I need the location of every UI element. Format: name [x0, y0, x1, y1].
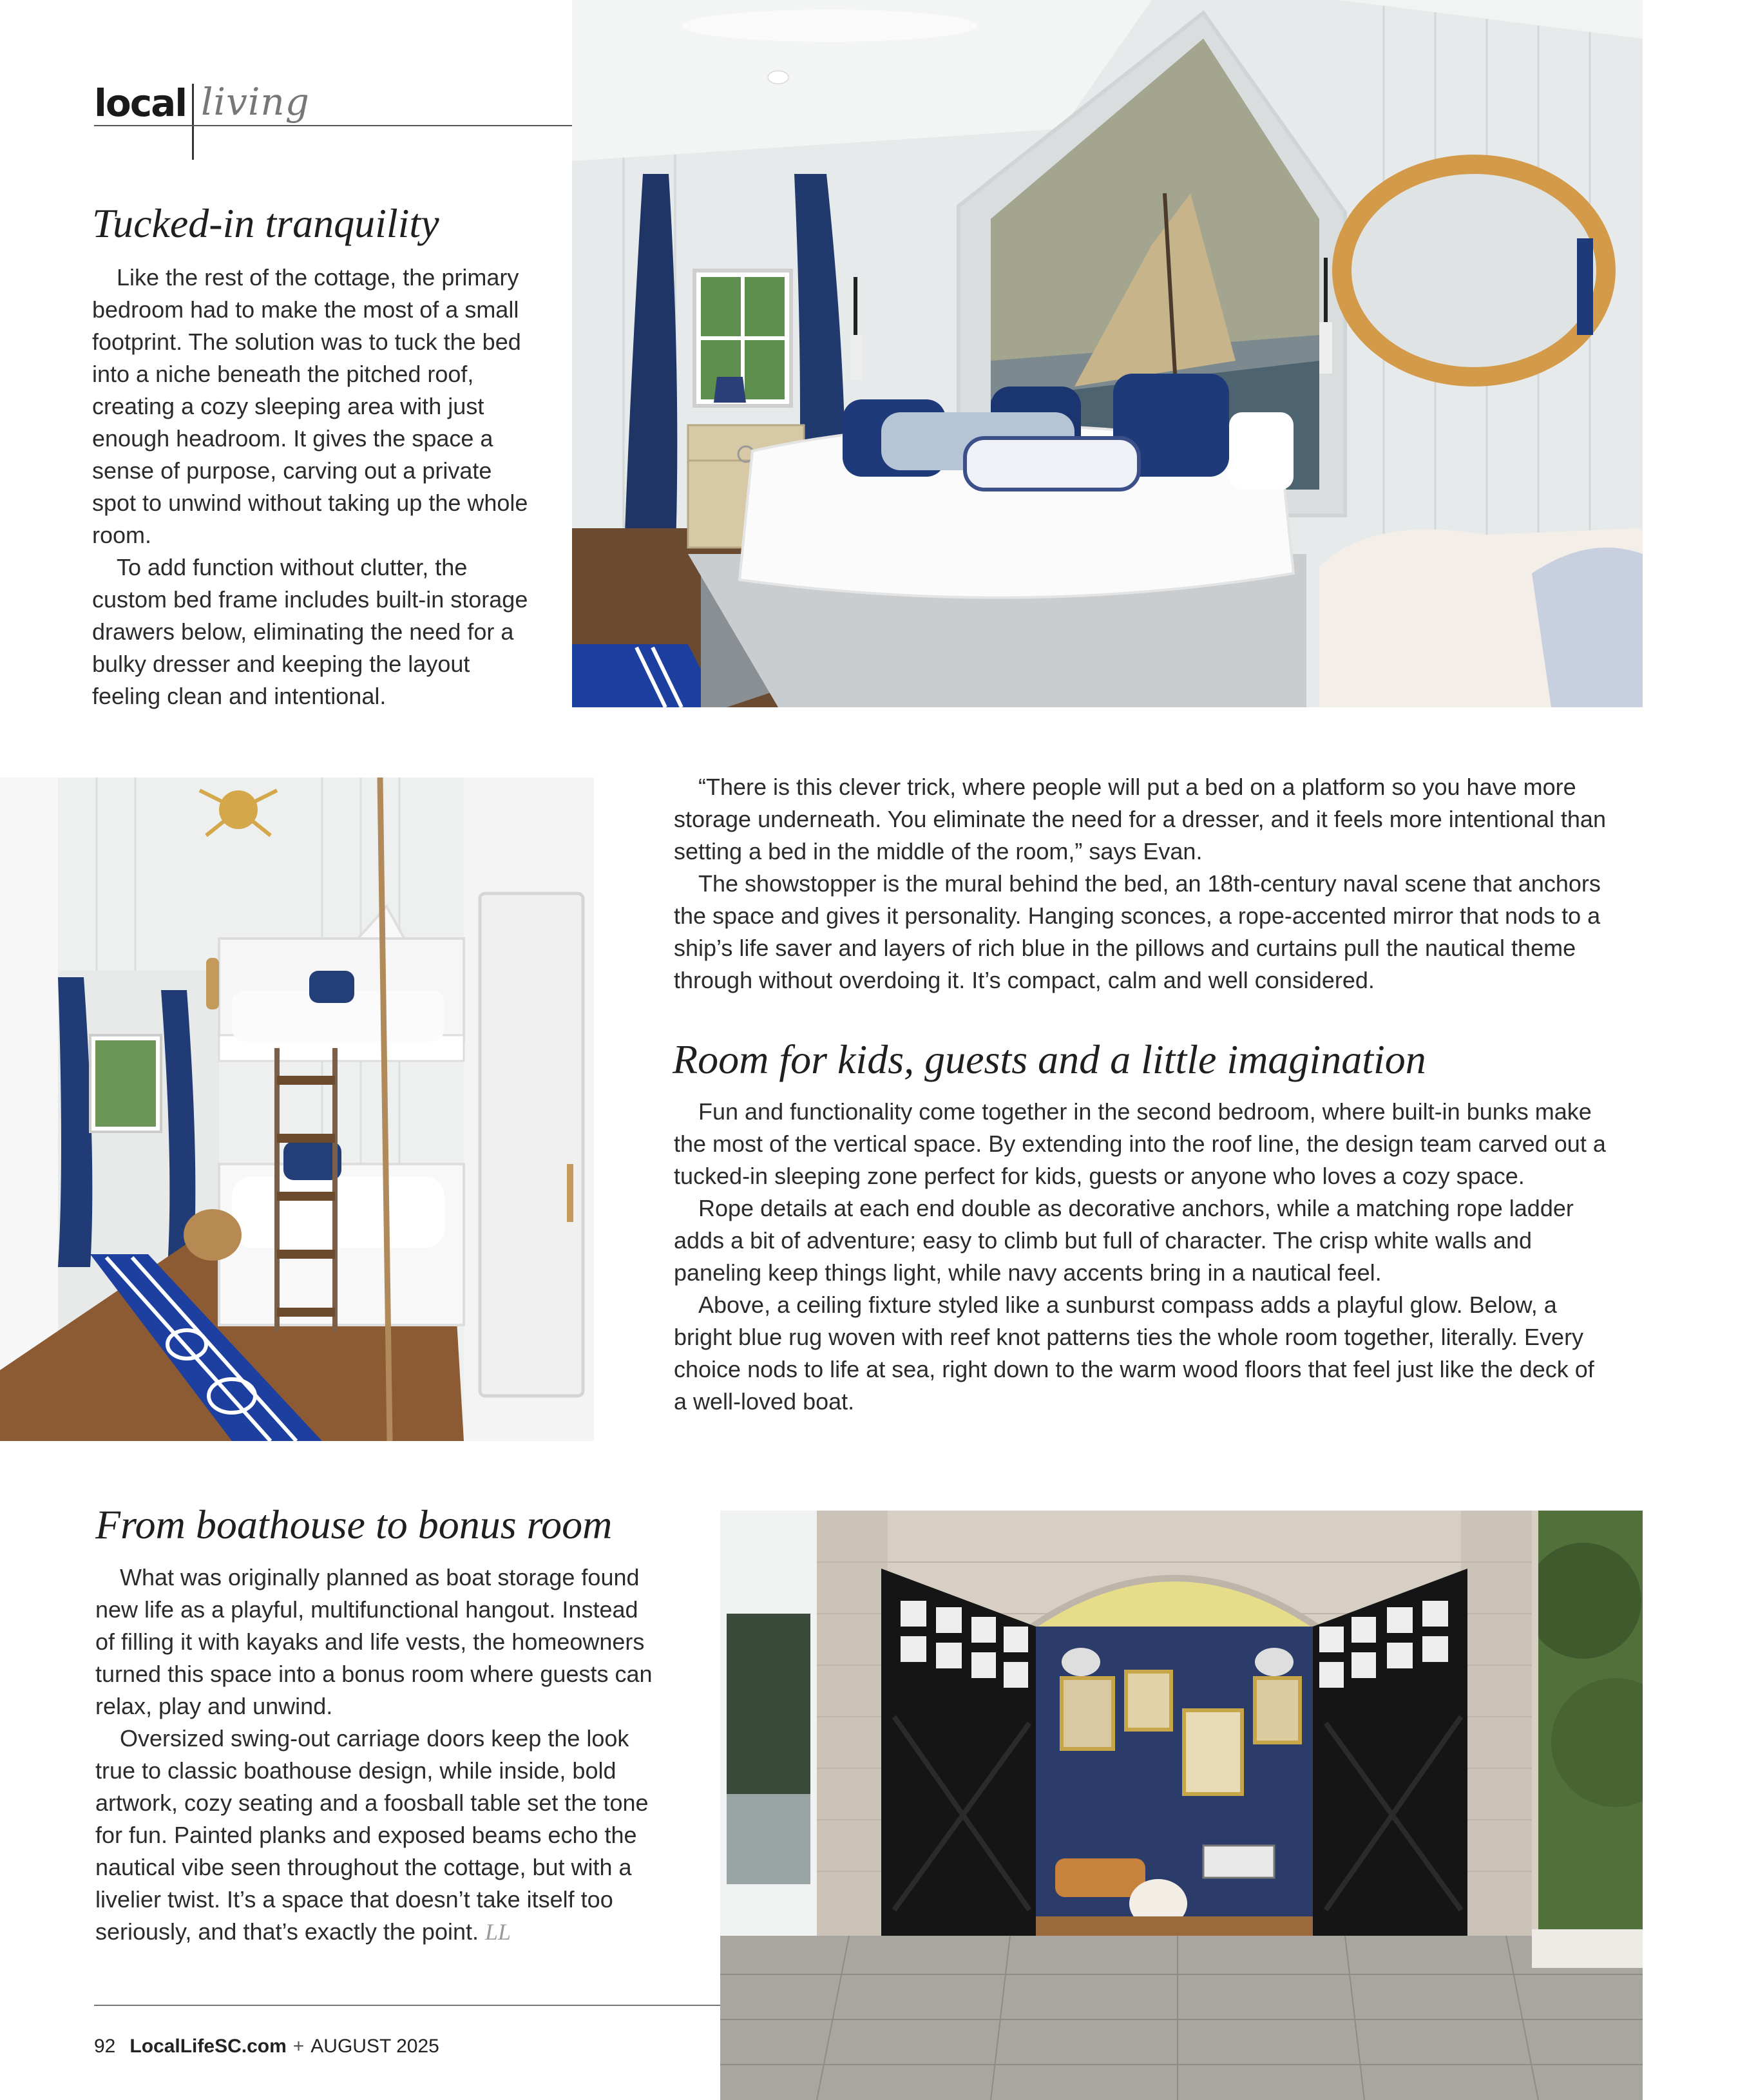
section-label-living: living	[201, 80, 310, 124]
platform-paragraph-2: The showstopper is the mural behind the bed, an 18th-century naval scene that anchors the space and gives it personality. Hanging sconces, a rope-accented mirror that nods to a ship’s life saver and layers of rich blue in the pillows and curtains pull the nautical theme through without overdoing it. It’s compact, calm and well considered.	[674, 870, 1601, 993]
boathouse-paragraph-1: What was originally planned as boat storage found new life as a playful, multifunctional hangout. Instead of filling it with kayaks and life vests, the homeowners turned this space into a bonus room where guests can relax, play and unwind.	[95, 1564, 653, 1719]
kids-paragraph-1: Fun and functionality come together in the second bedroom, where built-in bunks make the most of the vertical space. By extending into the roof line, the design team carved out a tucked-in sleeping zone perfect for kids, guests or anyone who loves a cozy space.	[674, 1098, 1606, 1189]
tranquility-body	[92, 262, 530, 712]
brand-divider	[192, 84, 194, 160]
boathouse-body	[95, 1561, 662, 1948]
author-initials: LL	[485, 1919, 511, 1945]
tranquility-paragraph-1: Like the rest of the cottage, the primary bedroom had to make the most of a small footprint. The solution was to tuck the bed into a niche beneath the pitched roof, creating a cozy sleeping area with just enough headroom. It gives the space a sense of purpose, carving out a private spot to unwind without taking up the whole room.	[92, 264, 528, 548]
platform-paragraph-1: “There is this clever trick, where people will put a bed on a platform so you have more storage underneath. You eliminate the need for a dresser, and it feels more intentional than setting a bed in the middle of the room,” says Evan.	[674, 774, 1606, 864]
heading-tucked-in-tranquility: Tucked-in tranquility	[92, 200, 439, 246]
boathouse-paragraph-2-text: Oversized swing-out carriage doors keep the look true to classic boathouse design, while inside, bold artwork, cozy seating and a foosball table set the tone for fun. Painted planks and exposed beams echo the nautical vibe seen throughout the cottage, but with a livelier twist. It’s a space that doesn’t take itself too seriously, and that’s exactly the point.	[95, 1725, 649, 1945]
heading-room-for-kids: Room for kids, guests and a little imagination	[673, 1036, 1426, 1082]
footer-separator: +	[292, 2036, 305, 2057]
footer-site-link[interactable]: LocalLifeSC.com	[129, 2036, 287, 2057]
brand-logo-local: local	[94, 81, 187, 125]
platform-body	[674, 771, 1608, 997]
header-rule	[94, 125, 572, 126]
kids-paragraph-3: Above, a ceiling fixture styled like a sunburst compass adds a playful glow. Below, a bright blue rug woven with reef knot patterns ties the whole room together, literally. Every choice nods to life at sea, right down to the warm wood floors that feel just like the deck of a well-loved boat.	[674, 1292, 1594, 1415]
tranquility-paragraph-2: To add function without clutter, the custom bed frame includes built-in storage drawers below, eliminating the need for a bulky dresser and keeping the layout feeling clean and intentional.	[92, 554, 528, 709]
heading-boathouse: From boathouse to bonus room	[95, 1502, 613, 1547]
footer-issue: AUGUST 2025	[310, 2036, 439, 2057]
boathouse-photo	[720, 1511, 1643, 2100]
page-number: 92	[94, 2036, 116, 2057]
boathouse-paragraph-2	[95, 1723, 662, 1948]
bunk-room-photo	[0, 778, 594, 1441]
footer-rule	[94, 2005, 720, 2006]
kids-body	[674, 1096, 1608, 1418]
primary-bedroom-photo	[572, 0, 1643, 707]
kids-paragraph-2: Rope details at each end double as decorative anchors, while a matching rope ladder adds a bit of adventure; easy to climb but full of character. The crisp white walls and paneling keep things light, while navy accents bring in a nautical feel.	[674, 1195, 1574, 1286]
page-footer	[94, 2036, 439, 2057]
